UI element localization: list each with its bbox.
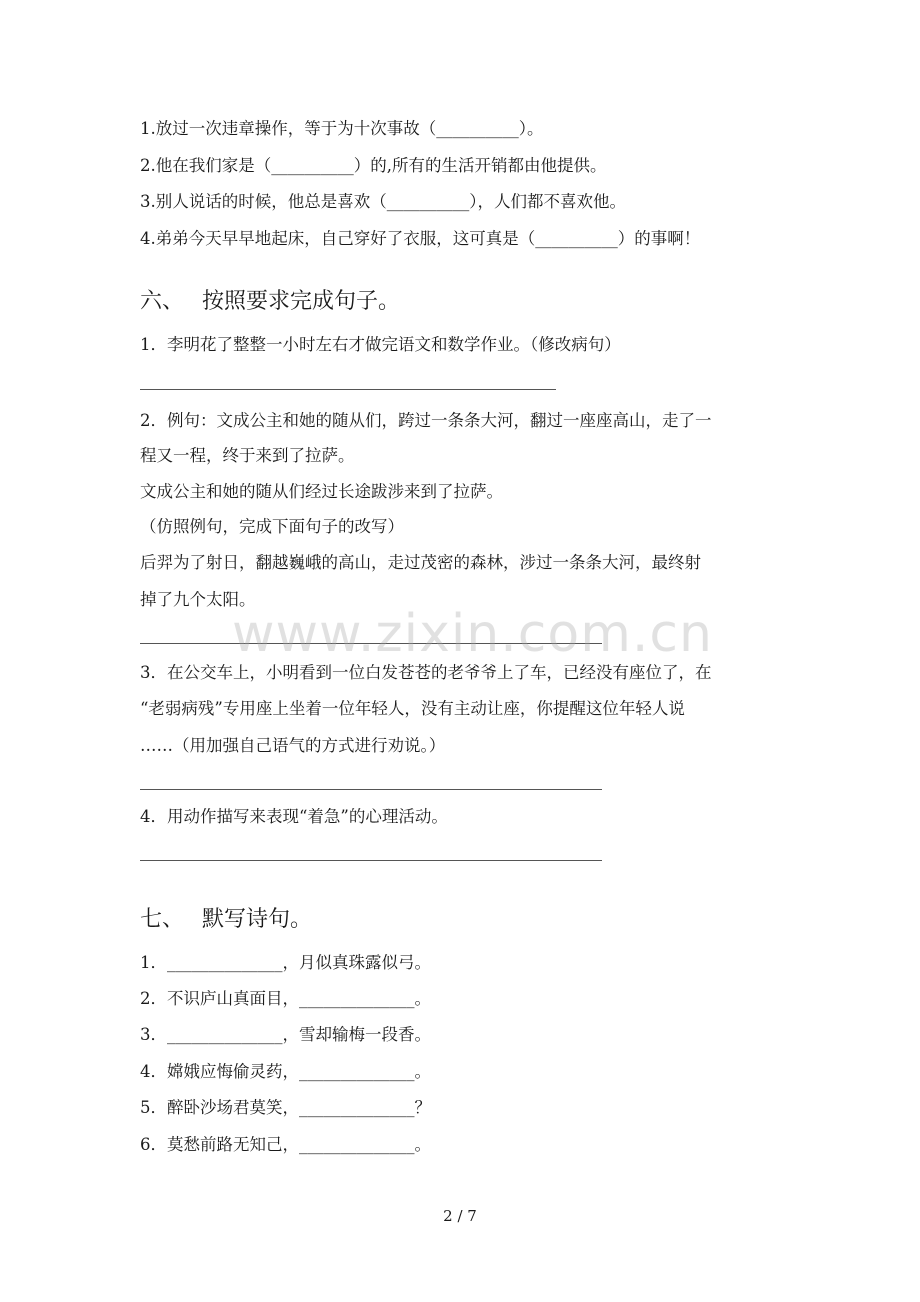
intro-item-1: 1.放过一次违章操作，等于为十次事故（__________）。 (140, 119, 544, 138)
intro-item-4: 4.弟弟今天早早地起床，自己穿好了衣服，这可真是（__________）的事啊！ (140, 229, 701, 248)
poem-item-2: 2．不识庐山真面目，______________。 (140, 989, 431, 1008)
s6-question-4: 4．用动作描写来表现“着急”的心理活动。 (140, 807, 448, 826)
section-7-title: 默写诗句。 (202, 907, 313, 932)
section-7-heading (140, 906, 312, 934)
s6-question-3-line-1: 3．在公交车上，小明看到一位白发苍苍的老爷爷上了车，已经没有座位了，在 (140, 663, 712, 682)
section-7-number: 七、 (140, 907, 185, 932)
intro-item-3: 3.别人说话的时候，他总是喜欢（__________），人们都不喜欢他。 (140, 192, 626, 211)
s6-question-1: 1．李明花了整整一小时左右才做完语文和数学作业。（修改病句） (140, 335, 621, 354)
s6-question-2-line-2: 程又一程，终于来到了拉萨。 (140, 446, 355, 465)
s6-question-2-line-1: 2．例句：文成公主和她的随从们，跨过一条条大河，翻过一座座高山，走了一 (140, 411, 712, 430)
s6-question-2-line-5: 后羿为了射日，翻越巍峨的高山，走过茂密的森林，涉过一条条大河，最终射 (140, 553, 701, 572)
section-6-number: 六、 (140, 289, 185, 314)
s6-question-2-line-6: 掉了九个太阳。 (140, 590, 256, 609)
poem-item-5: 5．醉卧沙场君莫笑，______________？ (140, 1098, 431, 1117)
page-number: 2 / 7 (443, 1207, 477, 1225)
s6-question-2-line-4: （仿照例句，完成下面句子的改写） (140, 517, 404, 536)
answer-line-1 (140, 389, 556, 390)
s6-question-3-line-2: “老弱病残”专用座上坐着一位年轻人，没有主动让座，你提醒这位年轻人说 (140, 699, 685, 718)
poem-item-4: 4．嫦娥应悔偷灵药，______________。 (140, 1062, 431, 1081)
answer-line-4 (140, 860, 602, 861)
section-6-title: 按照要求完成句子。 (202, 289, 401, 314)
s6-question-3-line-3: ……（用加强自己语气的方式进行劝说。） (140, 736, 446, 755)
poem-item-3: 3．______________，雪却输梅一段香。 (140, 1025, 431, 1044)
answer-line-3 (140, 789, 602, 790)
intro-item-2: 2.他在我们家是（__________）的,所有的生活开销都由他提供。 (140, 156, 607, 175)
watermark: www.zixin.com.cn (232, 604, 713, 664)
section-6-heading (140, 288, 400, 316)
s6-question-2-line-3: 文成公主和她的随从们经过长途跋涉来到了拉萨。 (140, 482, 503, 501)
poem-item-1: 1．______________，月似真珠露似弓。 (140, 953, 431, 972)
poem-item-6: 6．莫愁前路无知己，______________。 (140, 1135, 431, 1154)
